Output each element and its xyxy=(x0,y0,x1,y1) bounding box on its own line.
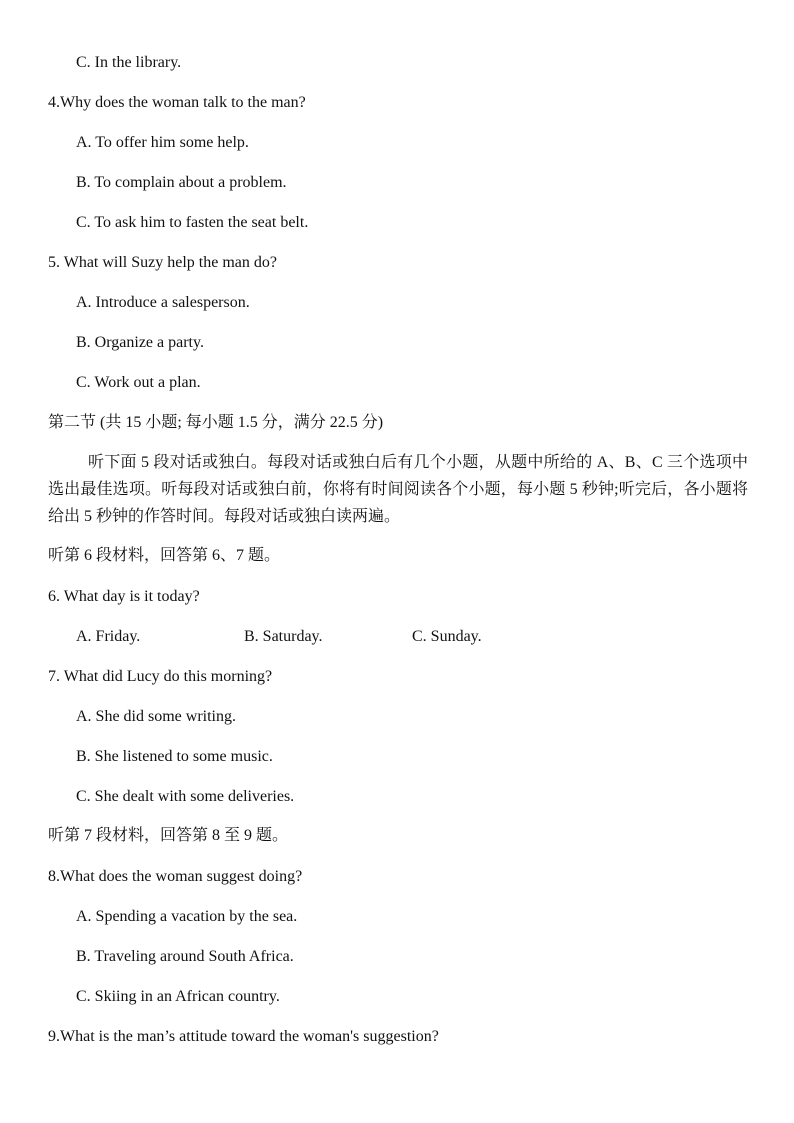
q8-option-c: C. Skiing in an African country. xyxy=(76,988,280,1005)
q7-option-a: A. She did some writing. xyxy=(76,708,236,725)
question-5: 5. What will Suzy help the man do? xyxy=(48,254,277,271)
section-instructions: 听下面 5 段对话或独白。每段对话或独白后有几个小题，从题中所给的 A、B、C 三个选项中选出最佳选项。听每段对话或独白前，你将有时间阅读各个小题，每小题 5 秒钟;听完后，各小题将给出 5 秒钟的作答时间。每段对话或独白读两遍。 xyxy=(48,454,748,525)
question-4: 4.Why does the woman talk to the man? xyxy=(48,94,306,111)
material-7-heading: 听第 7 段材料，回答第 8 至 9 题。 xyxy=(48,827,289,844)
q3-option-c: C. In the library. xyxy=(76,54,182,71)
q4-option-a: A. To offer him some help. xyxy=(76,134,249,151)
q5-option-c: C. Work out a plan. xyxy=(76,374,201,391)
question-8: 8.What does the woman suggest doing? xyxy=(48,868,303,885)
q6-option-c: C. Sunday. xyxy=(412,628,482,645)
question-9: 9.What is the man’s attitude toward the woman's suggestion? xyxy=(48,1028,439,1045)
q5-option-a: A. Introduce a salesperson. xyxy=(76,294,250,311)
q7-option-b: B. She listened to some music. xyxy=(76,748,273,765)
q8-option-a: A. Spending a vacation by the sea. xyxy=(76,908,298,925)
q6-option-a: A. Friday. xyxy=(76,628,141,645)
material-6-heading: 听第 6 段材料，回答第 6、7 题。 xyxy=(48,547,281,564)
question-6: 6. What day is it today? xyxy=(48,588,200,605)
q4-option-b: B. To complain about a problem. xyxy=(76,174,287,191)
q7-option-c: C. She dealt with some deliveries. xyxy=(76,788,295,805)
section-heading: 第二节 (共 15 小题; 每小题 1.5 分，满分 22.5 分) xyxy=(48,414,384,431)
q4-option-c: C. To ask him to fasten the seat belt. xyxy=(76,214,309,231)
q6-option-b: B. Saturday. xyxy=(244,628,323,645)
q8-option-b: B. Traveling around South Africa. xyxy=(76,948,294,965)
question-7: 7. What did Lucy do this morning? xyxy=(48,668,273,685)
q5-option-b: B. Organize a party. xyxy=(76,334,204,351)
